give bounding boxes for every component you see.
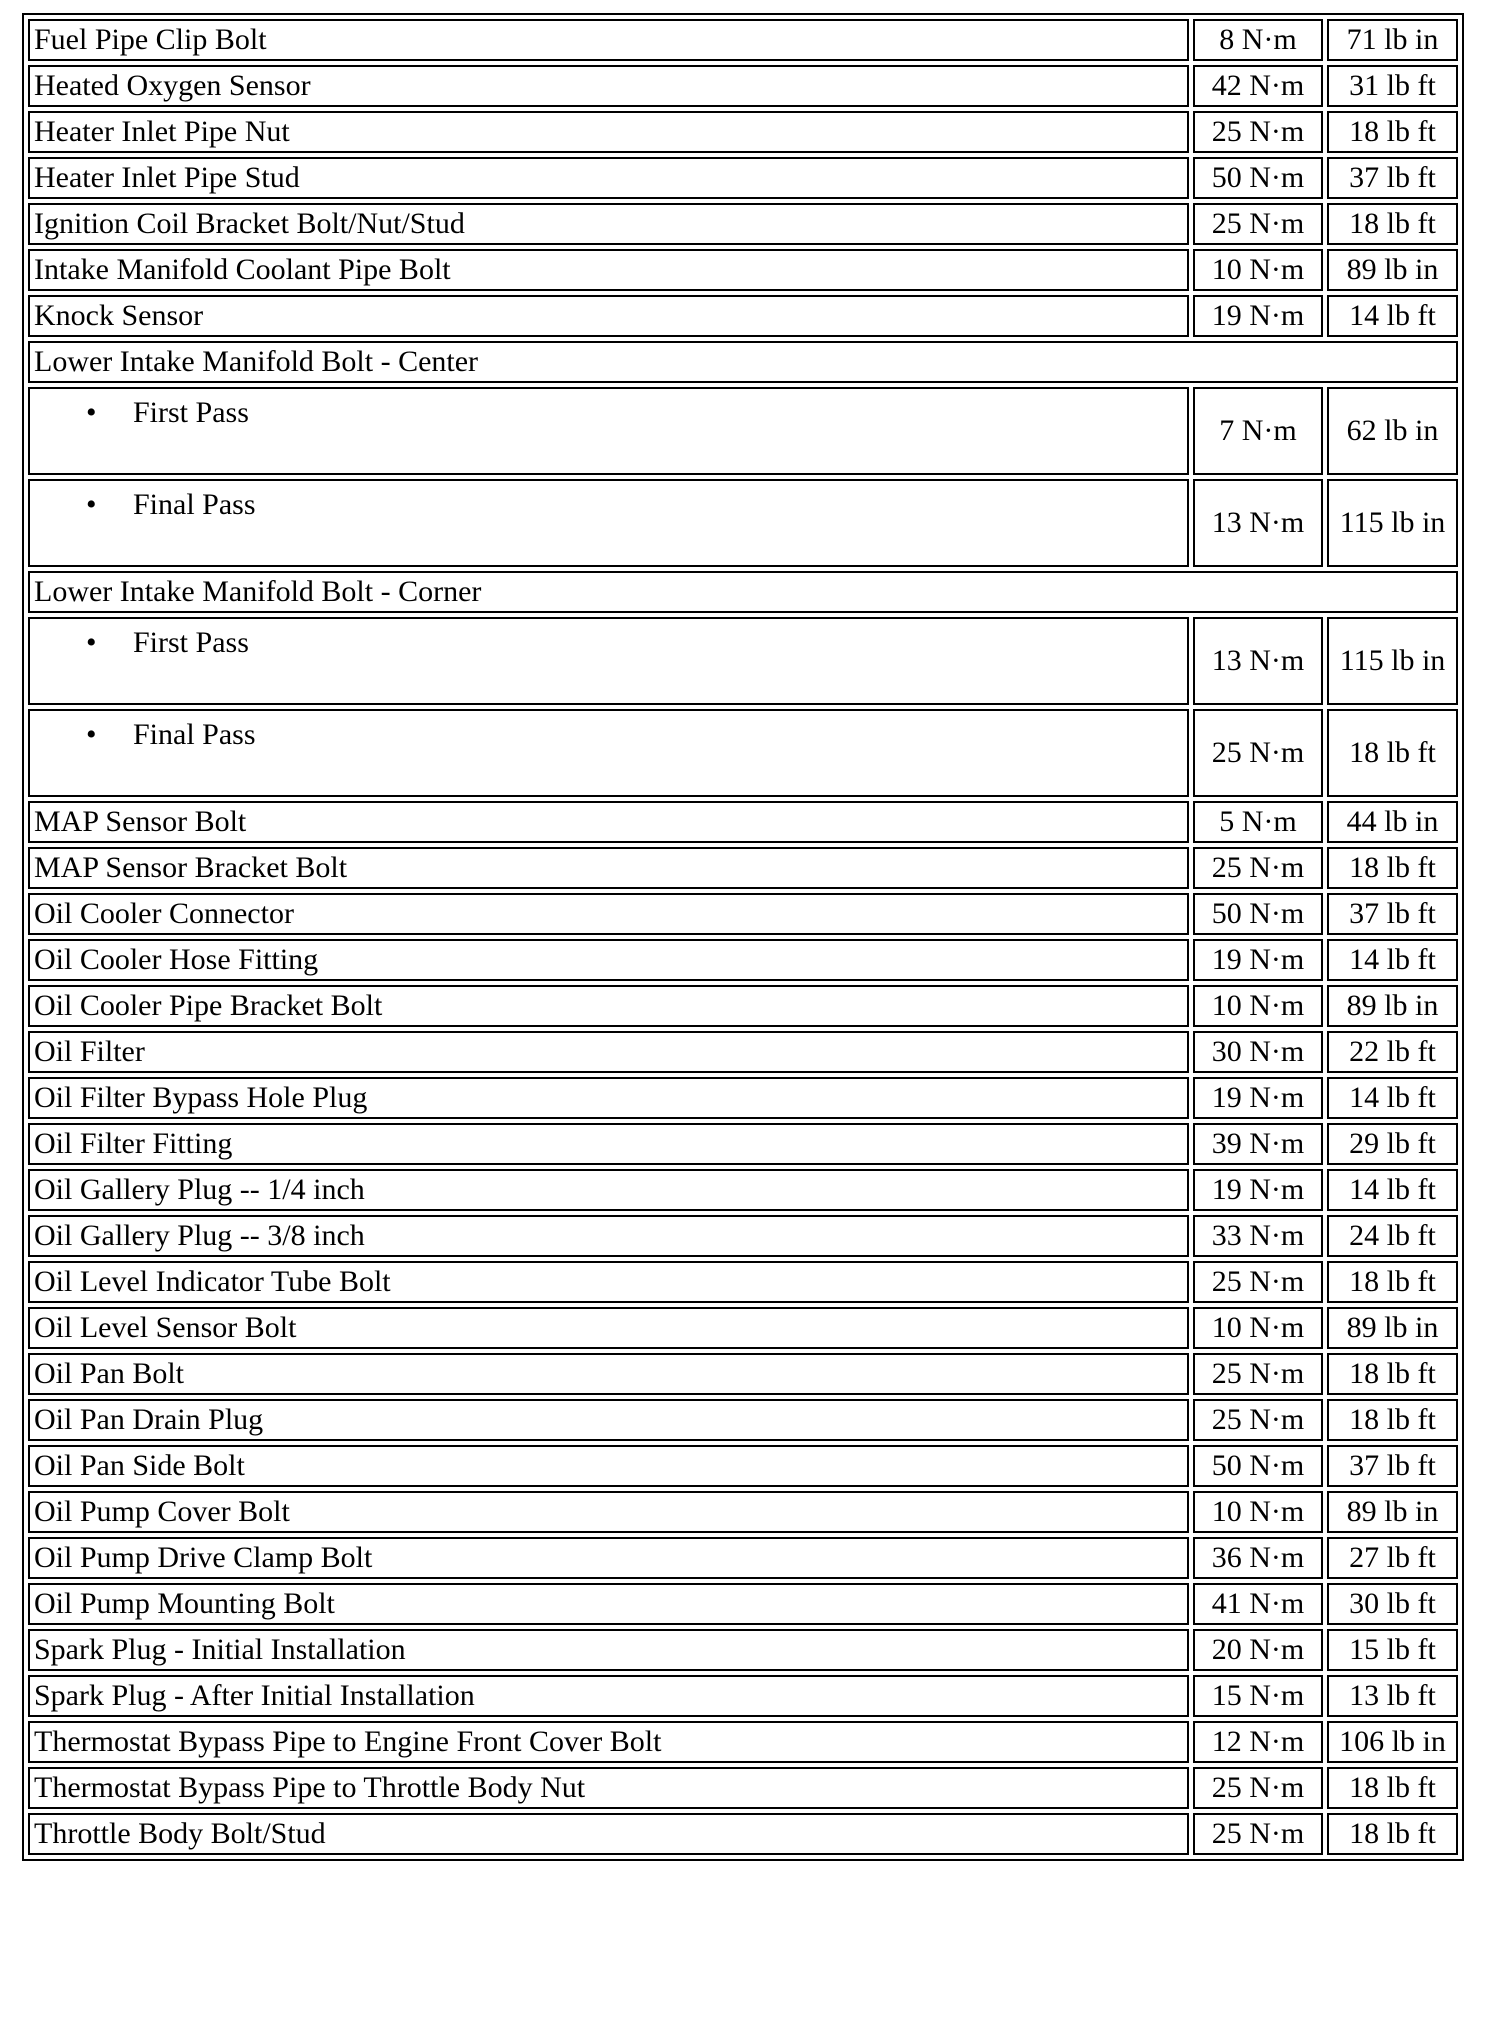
fastener-name-cell: Oil Filter Bypass Hole Plug	[28, 1077, 1189, 1119]
fastener-name-cell: Oil Pan Drain Plug	[28, 1399, 1189, 1441]
torque-imperial-cell: 18 lb ft	[1327, 847, 1458, 889]
fastener-name-cell	[28, 709, 1189, 797]
table-row	[28, 1767, 1458, 1809]
fastener-name-cell: Throttle Body Bolt/Stud	[28, 1813, 1189, 1855]
table-row	[28, 1537, 1458, 1579]
torque-imperial-cell: 89 lb in	[1327, 249, 1458, 291]
fastener-name-cell	[28, 617, 1189, 705]
torque-metric-cell: 10 N·m	[1193, 1491, 1323, 1533]
torque-metric-cell: 10 N·m	[1193, 1307, 1323, 1349]
torque-metric-cell: 13 N·m	[1193, 479, 1323, 567]
table-row	[28, 1307, 1458, 1349]
fastener-name-cell: Oil Gallery Plug -- 1/4 inch	[28, 1169, 1189, 1211]
table-row	[28, 1031, 1458, 1073]
fastener-name-cell: Oil Pan Side Bolt	[28, 1445, 1189, 1487]
table-row	[28, 1353, 1458, 1395]
table-row	[28, 1629, 1458, 1671]
table-row	[28, 709, 1458, 797]
fastener-name-cell: Oil Filter Fitting	[28, 1123, 1189, 1165]
torque-metric-cell: 15 N·m	[1193, 1675, 1323, 1717]
torque-imperial-cell: 44 lb in	[1327, 801, 1458, 843]
table-row	[28, 295, 1458, 337]
torque-metric-cell: 25 N·m	[1193, 709, 1323, 797]
torque-imperial-cell: 115 lb in	[1327, 617, 1458, 705]
torque-imperial-cell: 14 lb ft	[1327, 1169, 1458, 1211]
torque-metric-cell: 25 N·m	[1193, 111, 1323, 153]
torque-imperial-cell: 89 lb in	[1327, 1307, 1458, 1349]
section-label-cell: Lower Intake Manifold Bolt - Corner	[28, 571, 1458, 613]
table-row	[28, 617, 1458, 705]
fastener-name-cell: Oil Pump Mounting Bolt	[28, 1583, 1189, 1625]
torque-metric-cell: 41 N·m	[1193, 1583, 1323, 1625]
table-row	[28, 893, 1458, 935]
torque-metric-cell: 25 N·m	[1193, 1813, 1323, 1855]
table-row	[28, 387, 1458, 475]
torque-imperial-cell: 18 lb ft	[1327, 1261, 1458, 1303]
fastener-name-cell: Thermostat Bypass Pipe to Throttle Body Nut	[28, 1767, 1189, 1809]
table-row	[28, 1491, 1458, 1533]
fastener-name-cell: Oil Level Indicator Tube Bolt	[28, 1261, 1189, 1303]
torque-spec-table	[22, 13, 1464, 1861]
torque-imperial-cell: 18 lb ft	[1327, 709, 1458, 797]
torque-imperial-cell: 37 lb ft	[1327, 893, 1458, 935]
fastener-name-cell: Oil Gallery Plug -- 3/8 inch	[28, 1215, 1189, 1257]
fastener-name-cell: Heater Inlet Pipe Nut	[28, 111, 1189, 153]
torque-imperial-cell: 89 lb in	[1327, 985, 1458, 1027]
table-row	[28, 111, 1458, 153]
bullet-list-item: • First Pass	[34, 625, 1183, 661]
fastener-name-cell: Heater Inlet Pipe Stud	[28, 157, 1189, 199]
torque-metric-cell: 19 N·m	[1193, 1077, 1323, 1119]
table-row	[28, 1583, 1458, 1625]
torque-imperial-cell: 71 lb in	[1327, 19, 1458, 61]
torque-metric-cell: 20 N·m	[1193, 1629, 1323, 1671]
torque-metric-cell: 30 N·m	[1193, 1031, 1323, 1073]
table-row	[28, 1813, 1458, 1855]
torque-imperial-cell: 14 lb ft	[1327, 939, 1458, 981]
bullet-list-item: • First Pass	[34, 395, 1183, 431]
section-row	[28, 571, 1458, 613]
fastener-name-cell: Ignition Coil Bracket Bolt/Nut/Stud	[28, 203, 1189, 245]
torque-spec-table-body	[28, 19, 1458, 1855]
torque-metric-cell: 39 N·m	[1193, 1123, 1323, 1165]
fastener-name-cell: Oil Level Sensor Bolt	[28, 1307, 1189, 1349]
table-row	[28, 1123, 1458, 1165]
fastener-name-cell: Intake Manifold Coolant Pipe Bolt	[28, 249, 1189, 291]
torque-imperial-cell: 18 lb ft	[1327, 1767, 1458, 1809]
torque-imperial-cell: 30 lb ft	[1327, 1583, 1458, 1625]
torque-imperial-cell: 15 lb ft	[1327, 1629, 1458, 1671]
fastener-name-cell: Knock Sensor	[28, 295, 1189, 337]
fastener-name-cell: Spark Plug - After Initial Installation	[28, 1675, 1189, 1717]
fastener-name-cell: Oil Cooler Pipe Bracket Bolt	[28, 985, 1189, 1027]
document-page	[22, 13, 1464, 1861]
table-row	[28, 1721, 1458, 1763]
fastener-name-cell: Oil Cooler Connector	[28, 893, 1189, 935]
torque-metric-cell: 33 N·m	[1193, 1215, 1323, 1257]
torque-metric-cell: 25 N·m	[1193, 1261, 1323, 1303]
fastener-name-cell: Spark Plug - Initial Installation	[28, 1629, 1189, 1671]
torque-imperial-cell: 29 lb ft	[1327, 1123, 1458, 1165]
fastener-name-cell	[28, 387, 1189, 475]
torque-metric-cell: 50 N·m	[1193, 893, 1323, 935]
torque-imperial-cell: 18 lb ft	[1327, 1399, 1458, 1441]
table-row	[28, 479, 1458, 567]
torque-imperial-cell: 89 lb in	[1327, 1491, 1458, 1533]
torque-metric-cell: 5 N·m	[1193, 801, 1323, 843]
table-row	[28, 249, 1458, 291]
torque-metric-cell: 10 N·m	[1193, 985, 1323, 1027]
fastener-name-cell: Oil Pump Drive Clamp Bolt	[28, 1537, 1189, 1579]
fastener-name-cell: Oil Cooler Hose Fitting	[28, 939, 1189, 981]
torque-imperial-cell: 37 lb ft	[1327, 157, 1458, 199]
torque-metric-cell: 19 N·m	[1193, 295, 1323, 337]
torque-imperial-cell: 18 lb ft	[1327, 203, 1458, 245]
torque-imperial-cell: 18 lb ft	[1327, 1353, 1458, 1395]
torque-metric-cell: 50 N·m	[1193, 157, 1323, 199]
torque-imperial-cell: 37 lb ft	[1327, 1445, 1458, 1487]
torque-metric-cell: 10 N·m	[1193, 249, 1323, 291]
table-row	[28, 65, 1458, 107]
torque-metric-cell: 50 N·m	[1193, 1445, 1323, 1487]
fastener-name-cell	[28, 479, 1189, 567]
bullet-list-item: • Final Pass	[34, 717, 1183, 753]
fastener-name-cell: Heated Oxygen Sensor	[28, 65, 1189, 107]
torque-metric-cell: 25 N·m	[1193, 203, 1323, 245]
table-row	[28, 939, 1458, 981]
table-row	[28, 19, 1458, 61]
torque-imperial-cell: 18 lb ft	[1327, 1813, 1458, 1855]
table-row	[28, 1675, 1458, 1717]
torque-imperial-cell: 62 lb in	[1327, 387, 1458, 475]
table-row	[28, 1261, 1458, 1303]
table-row	[28, 1077, 1458, 1119]
torque-metric-cell: 13 N·m	[1193, 617, 1323, 705]
torque-imperial-cell: 115 lb in	[1327, 479, 1458, 567]
torque-metric-cell: 19 N·m	[1193, 1169, 1323, 1211]
bullet-list-item: • Final Pass	[34, 487, 1183, 523]
fastener-name-cell: MAP Sensor Bracket Bolt	[28, 847, 1189, 889]
torque-metric-cell: 25 N·m	[1193, 847, 1323, 889]
torque-metric-cell: 25 N·m	[1193, 1399, 1323, 1441]
table-row	[28, 1445, 1458, 1487]
table-row	[28, 985, 1458, 1027]
table-row	[28, 157, 1458, 199]
fastener-name-cell: Oil Filter	[28, 1031, 1189, 1073]
torque-metric-cell: 36 N·m	[1193, 1537, 1323, 1579]
fastener-name-cell: Oil Pan Bolt	[28, 1353, 1189, 1395]
torque-imperial-cell: 24 lb ft	[1327, 1215, 1458, 1257]
fastener-name-cell: MAP Sensor Bolt	[28, 801, 1189, 843]
torque-metric-cell: 42 N·m	[1193, 65, 1323, 107]
torque-imperial-cell: 31 lb ft	[1327, 65, 1458, 107]
torque-imperial-cell: 22 lb ft	[1327, 1031, 1458, 1073]
section-label-cell: Lower Intake Manifold Bolt - Center	[28, 341, 1458, 383]
torque-imperial-cell: 14 lb ft	[1327, 1077, 1458, 1119]
torque-metric-cell: 19 N·m	[1193, 939, 1323, 981]
table-row	[28, 1399, 1458, 1441]
table-row	[28, 1169, 1458, 1211]
torque-imperial-cell: 106 lb in	[1327, 1721, 1458, 1763]
table-row	[28, 203, 1458, 245]
torque-metric-cell: 25 N·m	[1193, 1353, 1323, 1395]
torque-imperial-cell: 27 lb ft	[1327, 1537, 1458, 1579]
fastener-name-cell: Fuel Pipe Clip Bolt	[28, 19, 1189, 61]
table-row	[28, 801, 1458, 843]
fastener-name-cell: Thermostat Bypass Pipe to Engine Front Cover Bolt	[28, 1721, 1189, 1763]
torque-imperial-cell: 18 lb ft	[1327, 111, 1458, 153]
table-row	[28, 847, 1458, 889]
torque-metric-cell: 7 N·m	[1193, 387, 1323, 475]
fastener-name-cell: Oil Pump Cover Bolt	[28, 1491, 1189, 1533]
table-row	[28, 1215, 1458, 1257]
torque-metric-cell: 25 N·m	[1193, 1767, 1323, 1809]
torque-imperial-cell: 14 lb ft	[1327, 295, 1458, 337]
torque-metric-cell: 12 N·m	[1193, 1721, 1323, 1763]
section-row	[28, 341, 1458, 383]
torque-imperial-cell: 13 lb ft	[1327, 1675, 1458, 1717]
torque-metric-cell: 8 N·m	[1193, 19, 1323, 61]
